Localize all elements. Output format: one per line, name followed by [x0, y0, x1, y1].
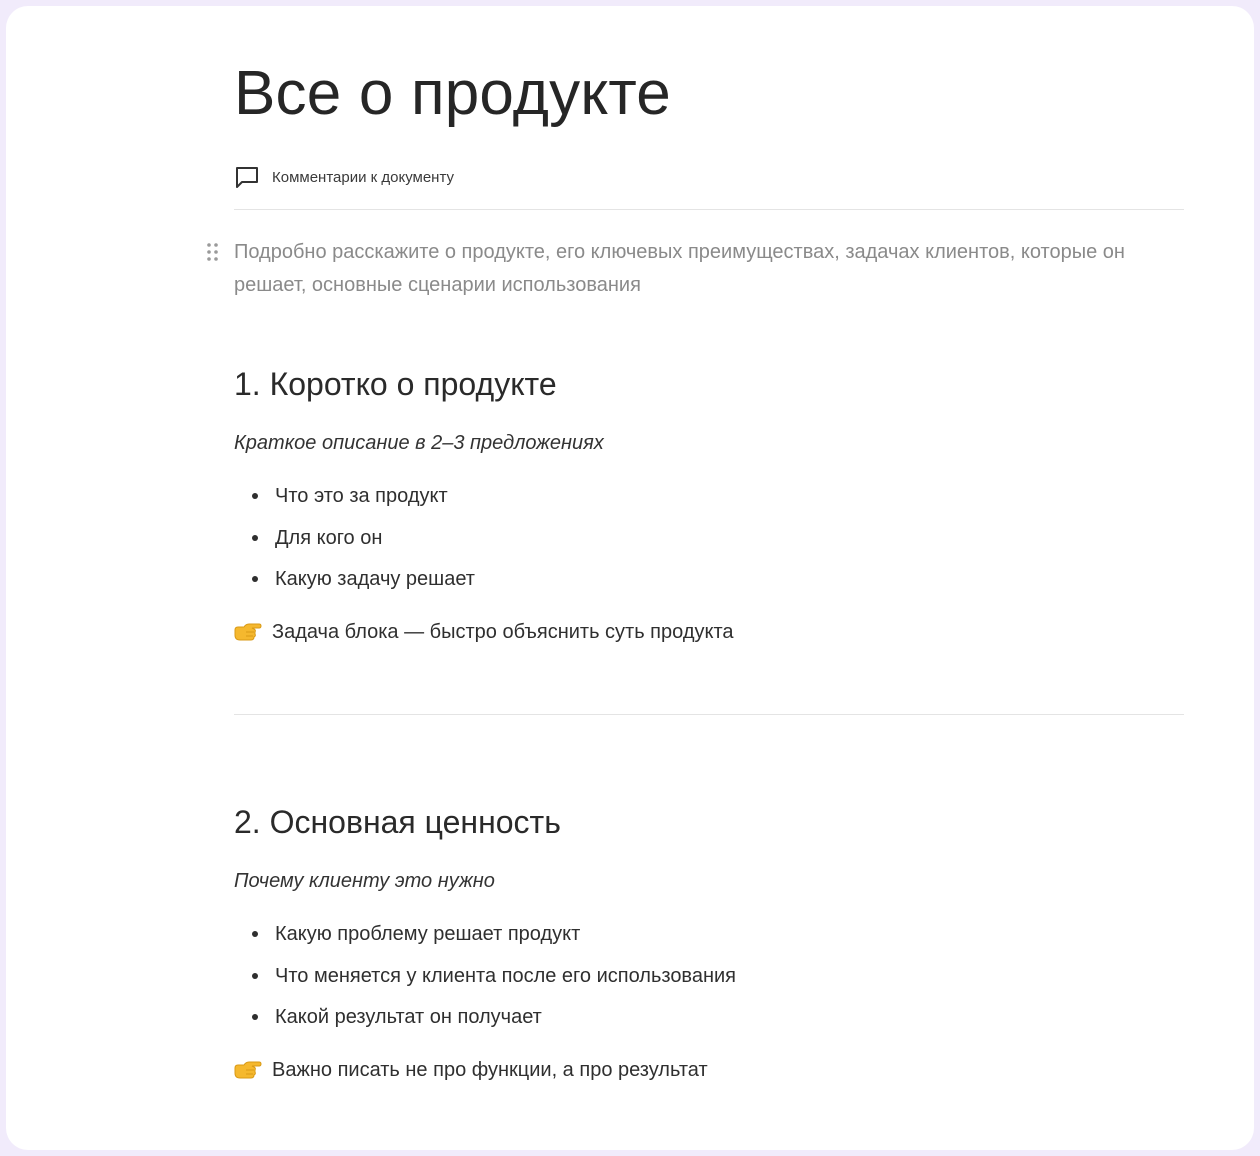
- comments-label: Комментарии к документу: [272, 168, 455, 186]
- list-item[interactable]: [234, 920, 736, 962]
- bullet-dot: [252, 576, 258, 582]
- list-item-text: Какой результат он получает: [275, 1006, 542, 1028]
- list-item[interactable]: [234, 565, 475, 607]
- comment-icon: [234, 163, 262, 191]
- list-item-text: Что меняется у клиента после его использования: [275, 964, 737, 987]
- bullet-list: [234, 482, 475, 607]
- list-item[interactable]: [234, 1003, 736, 1045]
- intro-placeholder[interactable]: Подробно расскажите о продукте, его ключевых преимуществах, задачах клиентов, которые он решает, основные сценарии использования: [234, 241, 1125, 296]
- list-item-text: Какую задачу решает: [275, 568, 475, 590]
- pointing-hand-icon: [234, 622, 262, 642]
- bullet-dot: [252, 535, 258, 541]
- document-comments-button[interactable]: [234, 163, 454, 191]
- note-text: Задача блока — быстро объяснить суть продукта: [272, 621, 734, 643]
- bullet-dot: [252, 973, 258, 979]
- list-item[interactable]: [234, 482, 475, 524]
- list-item-text: Что это за продукт: [275, 485, 448, 507]
- document-page: [6, 6, 1254, 1150]
- drag-handle-icon[interactable]: [206, 242, 222, 264]
- bullet-dot: [252, 931, 258, 937]
- note-text: Важно писать не про функции, а про результат: [272, 1059, 708, 1081]
- pointing-hand-icon: [234, 1060, 262, 1080]
- section-heading[interactable]: 2. Основная ценность: [234, 804, 561, 840]
- page-title[interactable]: Все о продукте: [234, 59, 671, 128]
- bullet-dot: [252, 493, 258, 499]
- list-item[interactable]: [234, 524, 475, 566]
- section-note[interactable]: [234, 1056, 708, 1084]
- section-note[interactable]: [234, 618, 734, 646]
- list-item-text: Для кого он: [275, 526, 383, 549]
- list-item-text: Какую проблему решает продукт: [275, 923, 581, 945]
- bullet-dot: [252, 1014, 258, 1020]
- section-heading[interactable]: 1. Коротко о продукте: [234, 366, 557, 402]
- section-subtitle[interactable]: Почему клиенту это нужно: [234, 870, 495, 892]
- section-subtitle[interactable]: Краткое описание в 2–3 предложениях: [234, 432, 604, 454]
- divider: [234, 714, 1184, 715]
- list-item[interactable]: [234, 962, 736, 1004]
- divider: [234, 209, 1184, 210]
- bullet-list: [234, 920, 736, 1045]
